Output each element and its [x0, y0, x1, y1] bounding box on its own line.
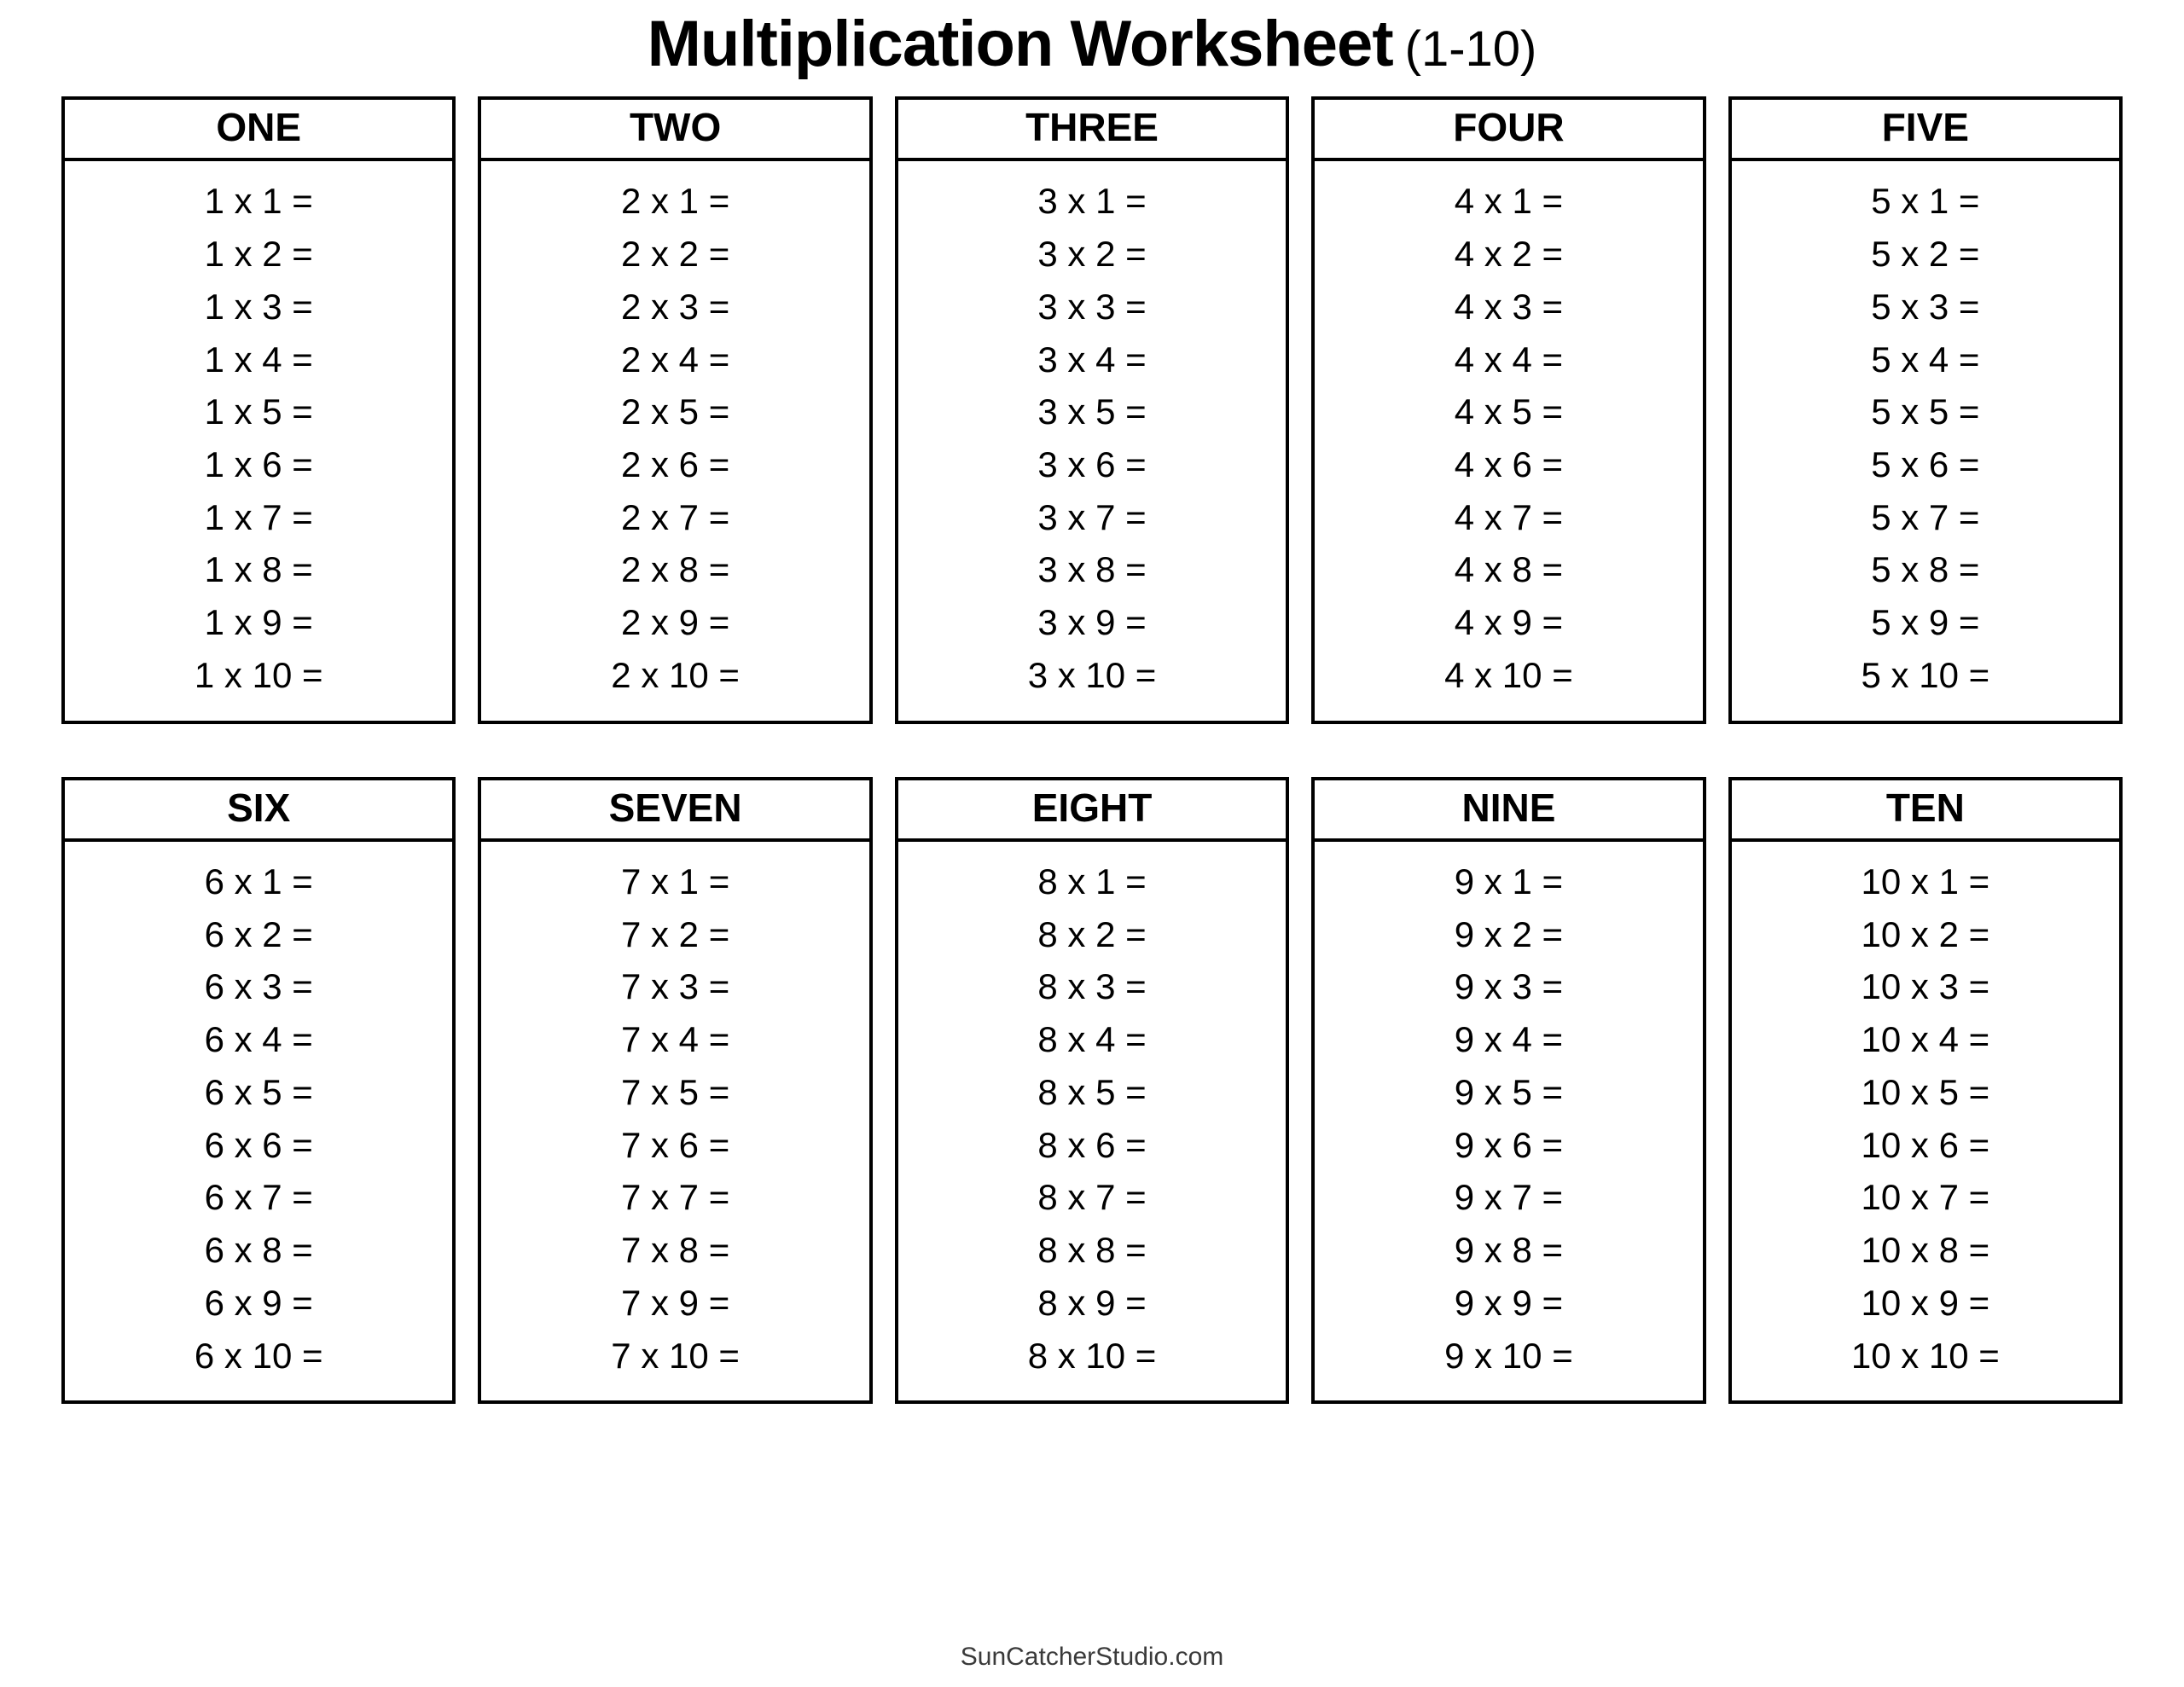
- table-heading: NINE: [1315, 780, 1702, 842]
- table-row: 9 x 5 =: [1454, 1071, 1564, 1112]
- table-row: 1 x 3 =: [204, 286, 313, 327]
- table-row: 1 x 2 =: [204, 234, 313, 275]
- table-row: 8 x 10 =: [1027, 1335, 1157, 1376]
- table-row: 5 x 1 =: [1871, 181, 1980, 222]
- table-row: 7 x 5 =: [620, 1071, 730, 1112]
- table-row: 8 x 4 =: [1037, 1019, 1147, 1060]
- table-body: [898, 161, 1286, 720]
- table-row: 10 x 4 =: [1861, 1019, 1990, 1060]
- table-row: 3 x 5 =: [1037, 391, 1147, 432]
- footer-credit: SunCatcherStudio.com: [960, 1643, 1224, 1671]
- table-row: 8 x 2 =: [1037, 913, 1147, 954]
- table-row: 8 x 5 =: [1037, 1071, 1147, 1112]
- table-card-five: [1728, 96, 2123, 724]
- table-row: 10 x 8 =: [1861, 1230, 1990, 1271]
- table-row: 1 x 5 =: [204, 391, 313, 432]
- table-row: 3 x 2 =: [1037, 234, 1147, 275]
- table-card-one: [61, 96, 456, 724]
- table-heading: TWO: [481, 100, 868, 161]
- table-row: 6 x 5 =: [204, 1071, 313, 1112]
- table-row: 1 x 7 =: [204, 496, 313, 537]
- table-row: 2 x 4 =: [620, 339, 730, 380]
- table-row: 4 x 9 =: [1454, 602, 1564, 643]
- table-row: 3 x 9 =: [1037, 602, 1147, 643]
- table-row: 7 x 10 =: [611, 1335, 740, 1376]
- table-row: 6 x 7 =: [204, 1177, 313, 1218]
- table-row: 3 x 8 =: [1037, 549, 1147, 590]
- table-row: 6 x 1 =: [204, 861, 313, 901]
- table-body: [1315, 842, 1702, 1400]
- table-row: 7 x 9 =: [620, 1282, 730, 1323]
- table-row: 9 x 1 =: [1454, 861, 1564, 901]
- table-row: 1 x 8 =: [204, 549, 313, 590]
- table-row: 9 x 4 =: [1454, 1019, 1564, 1060]
- table-card-six: [61, 777, 456, 1405]
- table-heading: SIX: [65, 780, 452, 842]
- table-card-ten: [1728, 777, 2123, 1405]
- table-card-eight: [895, 777, 1289, 1405]
- table-body: [898, 842, 1286, 1400]
- table-row: 1 x 4 =: [204, 339, 313, 380]
- table-row: 4 x 6 =: [1454, 443, 1564, 484]
- table-heading: FIVE: [1732, 100, 2119, 161]
- page-title-main: Multiplication Worksheet: [647, 8, 1393, 80]
- table-row: 3 x 10 =: [1027, 654, 1157, 695]
- table-row: 2 x 8 =: [620, 549, 730, 590]
- table-row: 2 x 1 =: [620, 181, 730, 222]
- page-title: [61, 0, 2123, 96]
- table-row: 3 x 1 =: [1037, 181, 1147, 222]
- table-row: 3 x 4 =: [1037, 339, 1147, 380]
- table-row: 1 x 6 =: [204, 443, 313, 484]
- page-title-range: (1-10): [1404, 21, 1537, 77]
- table-row: 10 x 3 =: [1861, 966, 1990, 1007]
- table-row: 8 x 7 =: [1037, 1177, 1147, 1218]
- table-row: 5 x 4 =: [1871, 339, 1980, 380]
- table-row: 3 x 6 =: [1037, 443, 1147, 484]
- table-row: 4 x 4 =: [1454, 339, 1564, 380]
- table-row: 4 x 8 =: [1454, 549, 1564, 590]
- table-row: 5 x 3 =: [1871, 286, 1980, 327]
- tables-row-first: [61, 96, 2123, 724]
- table-heading: TEN: [1732, 780, 2119, 842]
- table-row: 2 x 2 =: [620, 234, 730, 275]
- table-row: 10 x 7 =: [1861, 1177, 1990, 1218]
- table-row: 6 x 10 =: [194, 1335, 323, 1376]
- table-row: 3 x 7 =: [1037, 496, 1147, 537]
- table-row: 8 x 8 =: [1037, 1230, 1147, 1271]
- table-row: 5 x 9 =: [1871, 602, 1980, 643]
- table-row: 4 x 2 =: [1454, 234, 1564, 275]
- table-row: 9 x 7 =: [1454, 1177, 1564, 1218]
- table-body: [1315, 161, 1702, 720]
- table-row: 9 x 2 =: [1454, 913, 1564, 954]
- table-row: 7 x 1 =: [620, 861, 730, 901]
- table-row: 4 x 1 =: [1454, 181, 1564, 222]
- table-row: 4 x 10 =: [1444, 654, 1573, 695]
- table-row: 10 x 5 =: [1861, 1071, 1990, 1112]
- table-body: [65, 842, 452, 1400]
- table-body: [65, 161, 452, 720]
- table-body: [481, 161, 868, 720]
- table-row: 5 x 2 =: [1871, 234, 1980, 275]
- table-row: 4 x 5 =: [1454, 391, 1564, 432]
- table-row: 6 x 6 =: [204, 1124, 313, 1165]
- table-heading: EIGHT: [898, 780, 1286, 842]
- table-row: 2 x 6 =: [620, 443, 730, 484]
- table-row: 10 x 2 =: [1861, 913, 1990, 954]
- table-row: 2 x 5 =: [620, 391, 730, 432]
- table-row: 7 x 6 =: [620, 1124, 730, 1165]
- table-row: 6 x 4 =: [204, 1019, 313, 1060]
- table-row: 6 x 3 =: [204, 966, 313, 1007]
- table-row: 6 x 2 =: [204, 913, 313, 954]
- table-row: 7 x 8 =: [620, 1230, 730, 1271]
- table-heading: THREE: [898, 100, 1286, 161]
- table-heading: FOUR: [1315, 100, 1702, 161]
- table-row: 2 x 3 =: [620, 286, 730, 327]
- table-row: 8 x 1 =: [1037, 861, 1147, 901]
- tables-row-second: [61, 777, 2123, 1405]
- table-card-four: [1311, 96, 1705, 724]
- table-row: 1 x 1 =: [204, 181, 313, 222]
- table-row: 8 x 6 =: [1037, 1124, 1147, 1165]
- table-row: 2 x 10 =: [611, 654, 740, 695]
- table-row: 5 x 8 =: [1871, 549, 1980, 590]
- table-row: 10 x 10 =: [1850, 1335, 2000, 1376]
- table-row: 5 x 6 =: [1871, 443, 1980, 484]
- table-row: 6 x 9 =: [204, 1282, 313, 1323]
- table-row: 8 x 3 =: [1037, 966, 1147, 1007]
- table-body: [1732, 161, 2119, 720]
- table-heading: SEVEN: [481, 780, 868, 842]
- table-row: 7 x 2 =: [620, 913, 730, 954]
- table-row: 9 x 3 =: [1454, 966, 1564, 1007]
- table-row: 5 x 10 =: [1861, 654, 1990, 695]
- table-card-seven: [478, 777, 872, 1405]
- table-row: 7 x 4 =: [620, 1019, 730, 1060]
- table-row: 10 x 6 =: [1861, 1124, 1990, 1165]
- table-row: 10 x 1 =: [1861, 861, 1990, 901]
- table-card-three: [895, 96, 1289, 724]
- table-row: 1 x 9 =: [204, 602, 313, 643]
- table-row: 9 x 9 =: [1454, 1282, 1564, 1323]
- table-row: 7 x 3 =: [620, 966, 730, 1007]
- table-row: 4 x 7 =: [1454, 496, 1564, 537]
- table-row: 5 x 5 =: [1871, 391, 1980, 432]
- table-row: 10 x 9 =: [1861, 1282, 1990, 1323]
- table-heading: ONE: [65, 100, 452, 161]
- table-row: 3 x 3 =: [1037, 286, 1147, 327]
- table-row: 6 x 8 =: [204, 1230, 313, 1271]
- table-card-nine: [1311, 777, 1705, 1405]
- table-row: 1 x 10 =: [194, 654, 323, 695]
- table-row: 5 x 7 =: [1871, 496, 1980, 537]
- table-body: [1732, 842, 2119, 1400]
- table-row: 9 x 6 =: [1454, 1124, 1564, 1165]
- table-row: 7 x 7 =: [620, 1177, 730, 1218]
- table-row: 2 x 9 =: [620, 602, 730, 643]
- table-row: 2 x 7 =: [620, 496, 730, 537]
- table-body: [481, 842, 868, 1400]
- table-row: 8 x 9 =: [1037, 1282, 1147, 1323]
- table-row: 4 x 3 =: [1454, 286, 1564, 327]
- table-card-two: [478, 96, 872, 724]
- table-row: 9 x 10 =: [1444, 1335, 1573, 1376]
- table-row: 9 x 8 =: [1454, 1230, 1564, 1271]
